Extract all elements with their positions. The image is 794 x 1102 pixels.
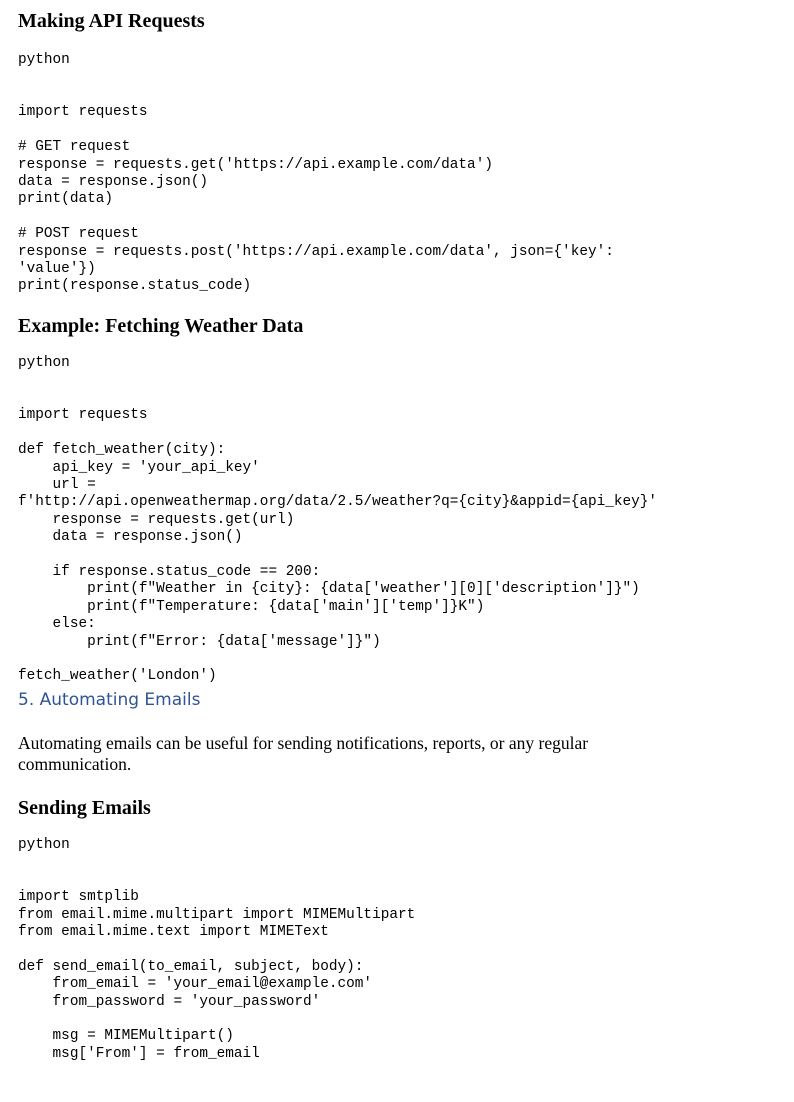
chapter-heading-automating-emails: 5. Automating Emails <box>18 689 201 710</box>
section-heading-sending-emails: Sending Emails <box>18 796 151 819</box>
section-heading-weather: Example: Fetching Weather Data <box>18 314 304 337</box>
code-block-weather: import requests def fetch_weather(city): api_key = 'your_api_key' url = f'http://api.openweathermap.org/data/2.5/weather?q={city}&appid={api_key}' response = requests.get(url) data = response.json() if response.status_code == 200: print(f"Weather in {city}: {data['weather'][0]['description']}") print(f"Temperature: {data['main']['temp']}K") else: print(f"Error: {data['message']}") fetch_weather('London') <box>18 407 658 685</box>
code-language-label: python <box>18 52 70 68</box>
chapter-intro-paragraph: Automating emails can be useful for sending notifications, reports, or any regular communication. <box>18 732 589 774</box>
section-heading-api-requests: Making API Requests <box>18 10 205 32</box>
code-block-api-requests: import requests # GET request response = requests.get('https://api.example.com/data') data = response.json() print(data) # POST request response = requests.post('https://api.example.com/data', json={'key': 'value'}) print(response.status_code) <box>18 104 614 295</box>
code-block-sending-emails: import smtplib from email.mime.multipart import MIMEMultipart from email.mime.text import MIMEText def send_email(to_email, subject, body): from_email = 'your_email@example.com' from_password = 'your_password' msg = MIMEMultipart() msg['From'] = from_email <box>18 889 416 1062</box>
code-language-label: python <box>18 836 70 853</box>
document-page <box>18 8 788 1063</box>
code-language-label: python <box>18 354 70 371</box>
